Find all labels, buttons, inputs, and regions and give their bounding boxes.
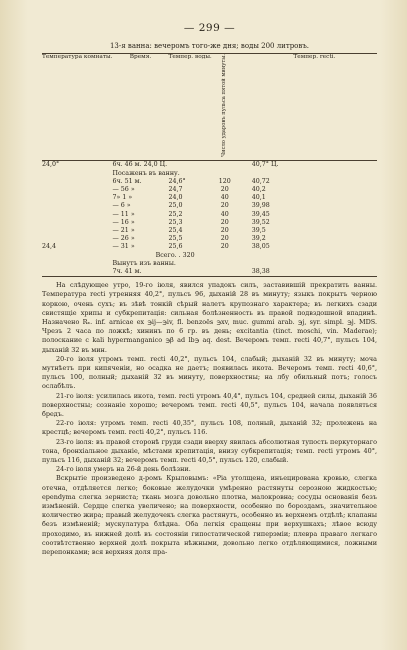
table-header-row [42,54,377,161]
pulse-cell: 20 [220,218,229,226]
rectal-temp-cell: 39,5 [251,226,266,234]
water-temp-cell: 24,6° [168,177,186,185]
table-row [42,211,377,219]
table-row [42,227,377,235]
time-cell: — 26 » [112,235,135,243]
water-temp-cell: 24,7 [168,185,183,193]
exit-temp-cell: 38,38 [251,268,270,275]
rectal-temp-cell: 39,45 [251,210,270,218]
rectal-temp-cell: 38,05 [251,243,270,251]
rectal-temp-cell: 39,98 [251,202,270,210]
time-cell: — 6 » [112,202,131,210]
bath-heading: 13-я ванна: вечеромъ того-же дня; воды 200 литровъ. [109,42,310,50]
rectal-temp-cell: 40,72 [251,177,270,185]
time-cell: — 11 » [112,210,135,218]
table-row-note [42,170,377,178]
rectal-temp-cell: 39,52 [251,218,270,226]
paragraph: На слѣдующее утро, 19-го іюля, явился упадокъ силъ, заставившій прекратить ванны. Температура recti утренняя 40,2°, пульсъ 96, дыханій 28 въ минуту; языкъ покрытъ черною коркою, очень сухъ; въ зѣвѣ тонкій сѣрый налетъ крупознаго характера; въ легкихъ сзади свистящіе хрипы и субкрепитація: сильная болѣзненность въ правой подвздошной впадинѣ. Назначено Rₓ. inf. arnicae ex ℈ij—℈iv, fl. benzoës ℈xv, muc. gummi arab. ℈j, syr. simpl. ℈j. MDS. Чрезъ 2 часа по ложкѣ; хининъ по 6 гр. въ день; excitantia (tinct. moschi, vin. Maderae); полоскание с kali hypermanganico ℈β ad lb℈ aq. dest. Вечеромъ темп. recti 40,7°, пульсъ 104, дыханій 32 въ мин. [42,281,377,354]
table-row [42,186,377,194]
table-total-row [42,252,377,260]
water-temp-cell: 25,6 [168,243,183,251]
table-row [42,243,377,251]
table-row [42,235,377,243]
pulse-cell: 20 [220,235,229,243]
pulse-cell: 40 [220,194,229,202]
page-number: — 299 — [183,22,236,34]
pulse-cell: 20 [220,202,229,210]
water-temp-cell: 25,0 [168,202,183,210]
table-row [42,202,377,210]
water-temp-cell: 24,0 Ц. [143,161,168,169]
table-bottom-rule [42,276,377,277]
col-header-water-temp: Темпер. воды. [169,54,212,161]
rectal-temp-cell: 40,7° Ц. [251,161,279,169]
paragraph: 23-го іюля: въ правой сторонѣ груди сзади вверху явилась абсолютная тупость перкуторнаго тона, бронхіальное дыханіе, мѣстами крепитація, внизу субкрепитація; темп. recti утромъ 40°, пульсъ 116, дыханій 32; вечеромъ темп. recti 40,5°, пульсъ 120, слабый. [42,437,377,465]
time-cell: 6ч. 46 м. [112,161,142,169]
table-exit-row [42,260,377,268]
table-row [42,219,377,227]
water-temp-cell: 25,3 [168,218,183,226]
col-header-room-temp: Температура комнаты. [42,54,113,161]
pulse-cell: 120 [218,177,231,185]
paragraph: 24-го іюля умеръ на 26-й день болѣзни. [56,465,191,474]
pulse-cell: 20 [220,243,229,251]
time-cell: — 21 » [112,226,135,234]
pulse-total: Всего. . 320 [155,251,195,259]
water-temp-cell: 25,5 [168,235,183,243]
pulse-cell [212,161,238,170]
water-temp-cell: 24,0 [168,194,183,202]
bath-table [42,54,377,276]
time-cell: — 16 » [112,218,135,226]
col-header-pulse: Число ударовъ пульса пятой минуты. [220,54,227,157]
table-row [42,161,377,170]
rectal-temp-cell: 39,2 [251,235,266,243]
col-header-time: Время. [113,54,169,161]
pulse-cell: 20 [220,226,229,234]
water-temp-cell: 25,2 [168,210,183,218]
body-text [42,281,377,557]
col-header-rectal-temp: Темпер. recti. [238,54,377,161]
paragraph: Вскрытіе произведено д-ромъ Крыловымъ: «Pia утолщена, инъецирована кровью, слегка отечна, отдѣляется легко; боковые желудочки умѣренно растянуты серозною жидкостью; ependyma слегка зерниста; ткань мозга довольно плотна, малокровна; сосуды основанія безъ измѣненій. Сердце слегка увеличено; на поверхности, особенно по бороздамъ, значительное количество жира; правый желудочекъ слегка растянутъ, особенно въ верхнемъ отдѣлѣ; клапаны безъ измѣненій; мускулатура блѣдна. Оба легкія сращены при верхушкахъ; лѣвое всюду проходимо, въ нижней долѣ въ состояніи гипостатической гиперэміи; плевра праваго легкаго соотвѣтственно верхней долѣ покрыта нѣжными, довольно легко отдѣляющимися, ложными перепонками; вся верхняя доля пра- [42,474,377,557]
paragraph: 22-го іюля: утромъ темп. recti 40,35°, пульсъ 108, полный, дыханій 32; пролежень на крестцѣ; вечеромъ темп. recti 40,2°, пульсъ 116. [42,419,377,437]
table-row [42,178,377,186]
time-cell: — 31 » [112,243,135,251]
time-cell: 7» 1 » [112,194,133,202]
pulse-cell: 20 [220,185,229,193]
room-temp-cell: 24,4 [42,243,57,251]
exit-time-cell: 7ч. 41 м. [112,268,142,275]
paragraph: 20-го іюля утромъ темп. recti 40,2°, пульсъ 104, слабый; дыханій 32 въ минуту; моча мутнѣетъ при кипяченіи, но осадка не даетъ; появилась икота. Вечеромъ темп. recti 40,6°, пульсъ 100, полный; дыханій 32 въ минуту, поверхностны; на лбу обильный потъ; голосъ ослабѣлъ. [42,354,377,391]
note-cell: Посаженъ въ ванну. [112,169,180,177]
rectal-temp-cell: 40,1 [251,194,266,202]
paragraph: 21-го іюля: усилилась икота, темп. recti утромъ 40,4°, пульсъ 104, средней силы, дыханій 36 поверхностны; сознаніе хорошо; вечеромъ темп. recti 40,5°, пульсъ 104, начала появляться бредъ. [42,391,377,419]
rectal-temp-cell: 40,2 [251,185,266,193]
room-temp-cell: 24,0° [42,161,60,169]
table-row [42,194,377,202]
time-cell: 6ч. 51 м. [112,177,142,185]
water-temp-cell: 25,4 [168,226,183,234]
time-cell: — 56 » [112,185,135,193]
exit-label: Вынутъ изъ ванны. [112,259,176,267]
table-row [42,268,377,276]
pulse-cell: 40 [220,210,229,218]
